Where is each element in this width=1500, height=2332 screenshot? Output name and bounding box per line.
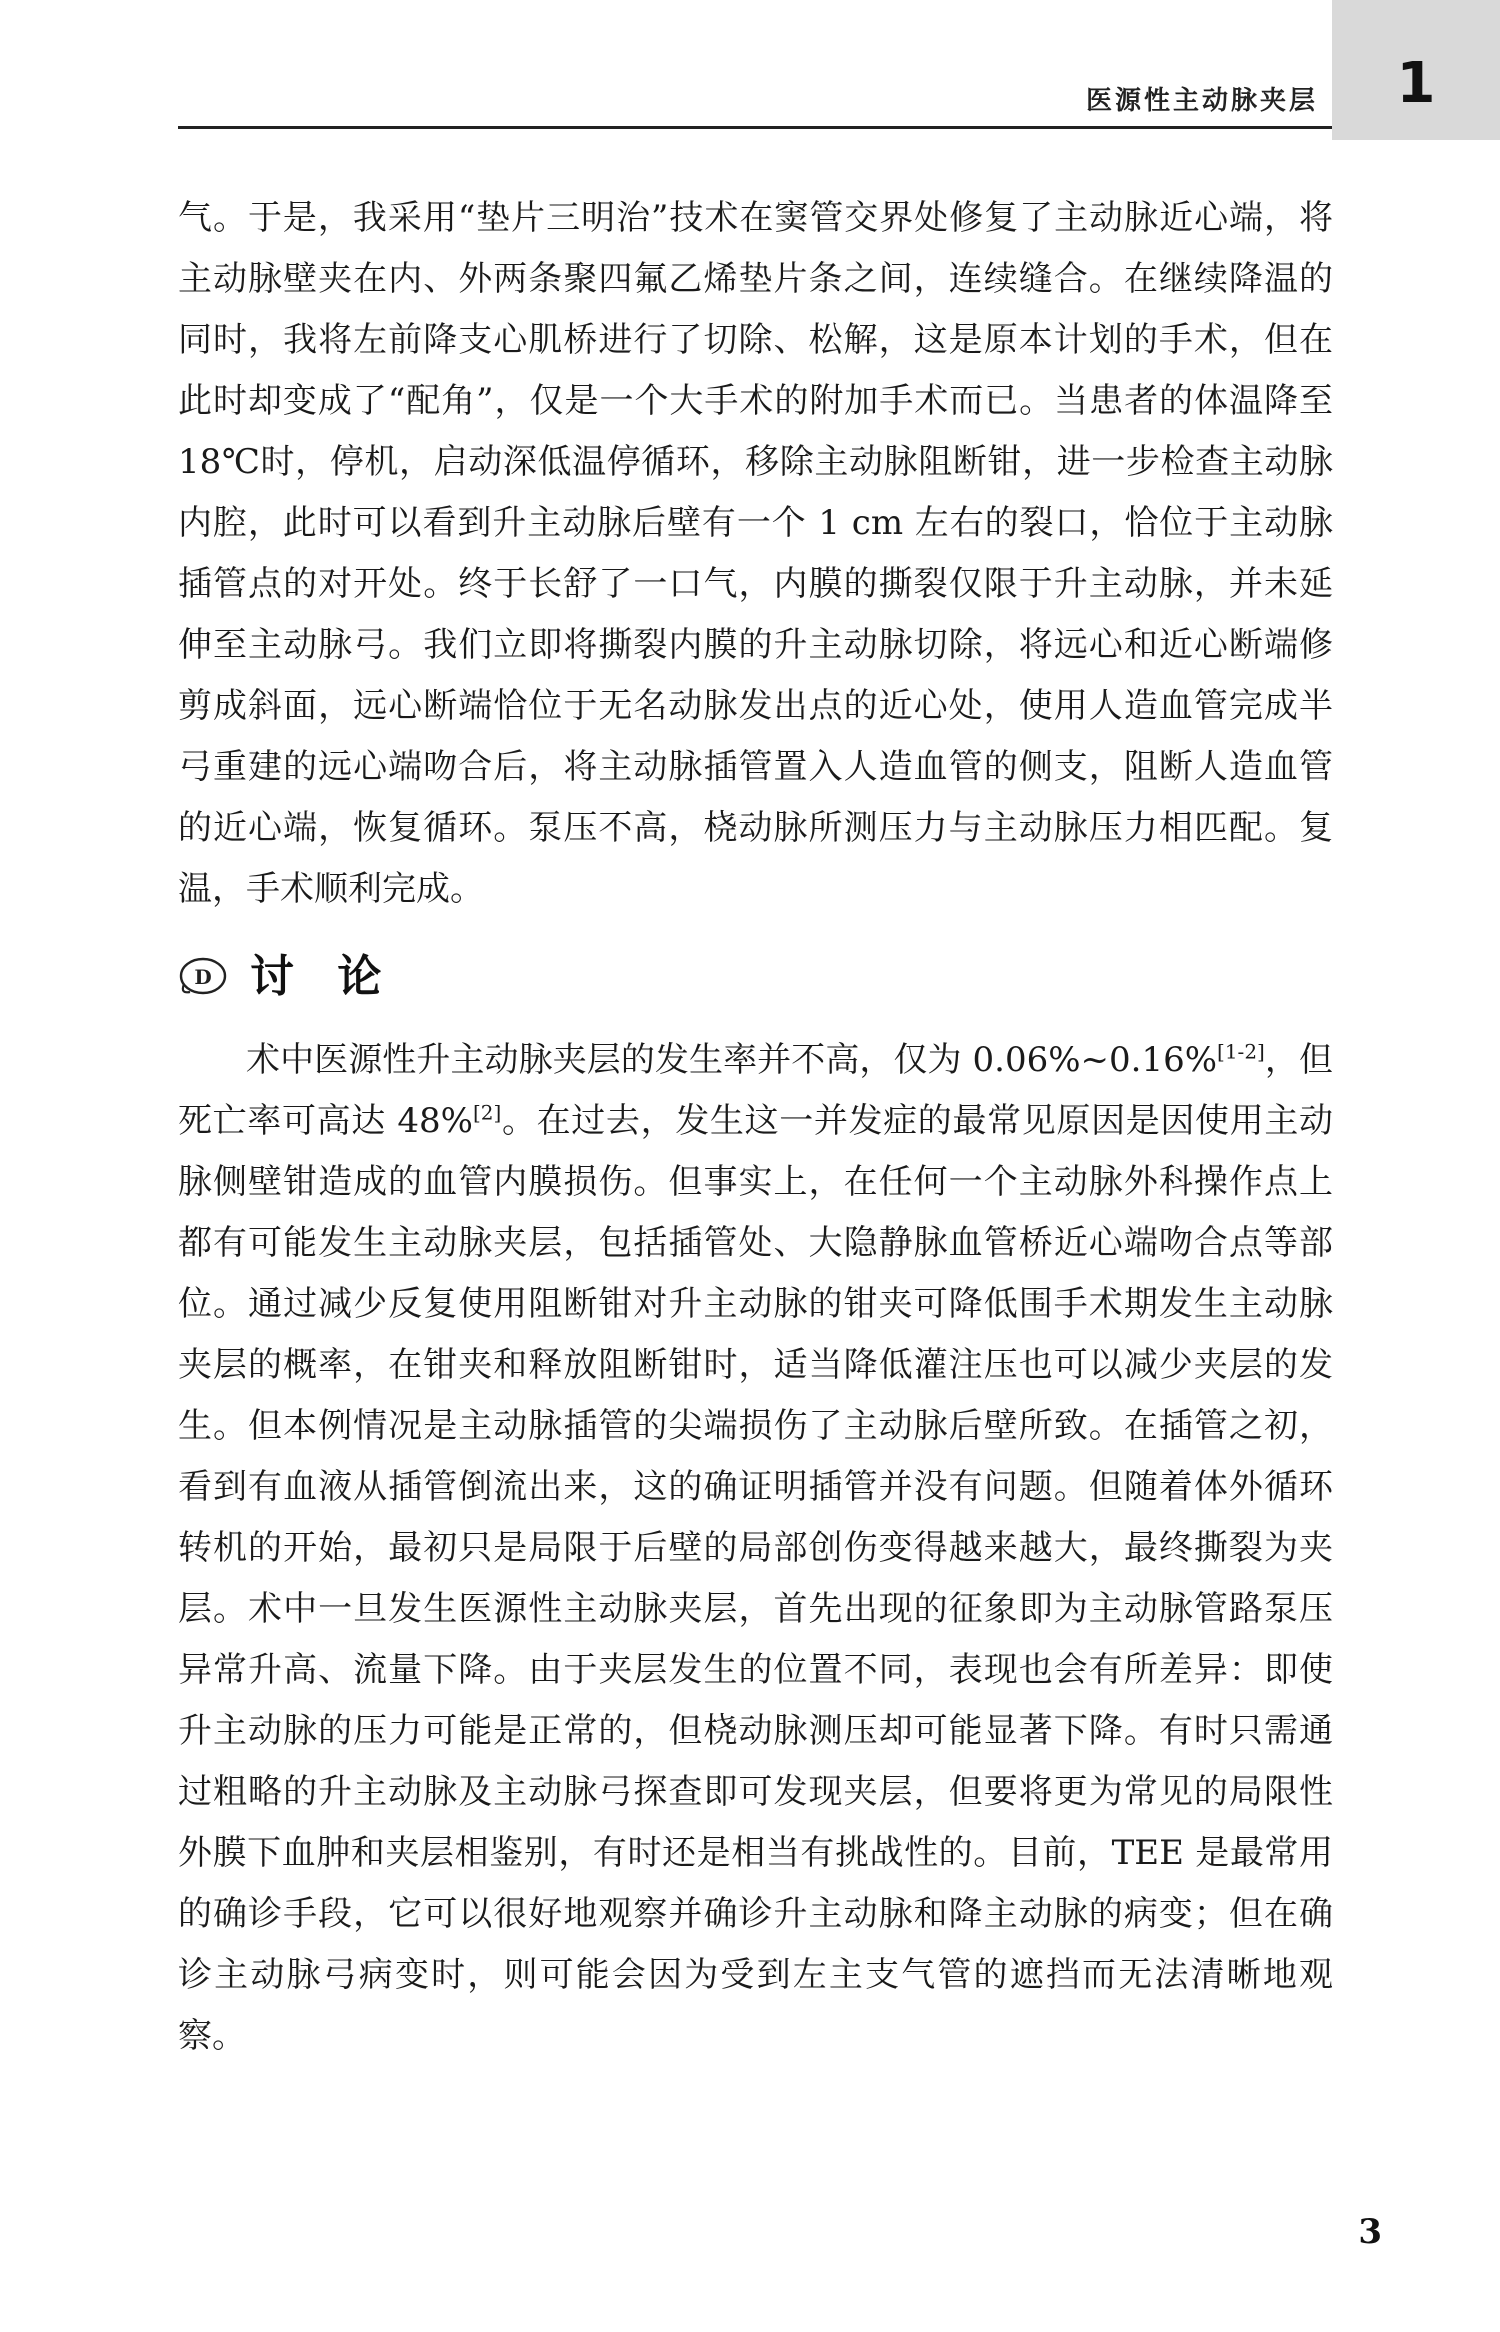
discussion-text-b: ，但死亡率可高达 48%: [178, 1040, 1333, 1141]
page-header: [0, 0, 1500, 140]
page-body: [178, 188, 1333, 2067]
paragraph-discussion: [178, 1030, 1333, 2067]
header-rule: [178, 126, 1332, 129]
page-number: 3: [1358, 2212, 1382, 2252]
chapter-number: 1: [1396, 51, 1436, 116]
discussion-text-a: 术中医源性升主动脉夹层的发生率并不高，仅为 0.06%~0.16%: [246, 1040, 1218, 1080]
citation-ref-2: [2]: [472, 1100, 502, 1125]
paragraph-case-continuation: 气。于是，我采用“垫片三明治”技术在窦管交界处修复了主动脉近心端，将主动脉壁夹在内、外两条聚四氟乙烯垫片条之间，连续缝合。在继续降温的同时，我将左前降支心肌桥进行了切除、松解，这是原本计划的手术，但在此时却变成了“配角”，仅是一个大手术的附加手术而已。当患者的体温降至18℃时，停机，启动深低温停循环，移除主动脉阻断钳，进一步检查主动脉内腔，此时可以看到升主动脉后壁有一个 1 cm 左右的裂口，恰位于主动脉插管点的对开处。终于长舒了一口气，内膜的撕裂仅限于升主动脉，并未延伸至主动脉弓。我们立即将撕裂内膜的升主动脉切除，将远心和近心断端修剪成斜面，远心断端恰位于无名动脉发出点的近心处，使用人造血管完成半弓重建的远心端吻合后，将主动脉插管置入人造血管的侧支，阻断人造血管的近心端，恢复循环。泵压不高，桡动脉所测压力与主动脉压力相匹配。复温，手术顺利完成。: [178, 198, 1333, 909]
section-heading-discussion: [178, 928, 1333, 1024]
running-title: 医源性主动脉夹层: [1085, 86, 1318, 116]
discussion-badge-icon: [178, 954, 228, 998]
chapter-tab: [1332, 0, 1500, 140]
citation-ref-1-2: [1-2]: [1217, 1039, 1265, 1064]
discussion-badge-letter: D: [194, 965, 212, 989]
discussion-text-c: 。在过去，发生这一并发症的最常见原因是因使用主动脉侧壁钳造成的血管内膜损伤。但事实上，在任何一个主动脉外科操作点上都有可能发生主动脉夹层，包括插管处、大隐静脉血管桥近心端吻合点等部位。通过减少反复使用阻断钳对升主动脉的钳夹可降低围手术期发生主动脉夹层的概率，在钳夹和释放阻断钳时，适当降低灌注压也可以减少夹层的发生。但本例情况是主动脉插管的尖端损伤了主动脉后壁所致。在插管之初，看到有血液从插管倒流出来，这的确证明插管并没有问题。但随着体外循环转机的开始，最初只是局限于后壁的局部创伤变得越来越大，最终撕裂为夹层。术中一旦发生医源性主动脉夹层，首先出现的征象即为主动脉管路泵压异常升高、流量下降。由于夹层发生的位置不同，表现也会有所差异：即使升主动脉的压力可能是正常的，但桡动脉测压却可能显著下降。有时只需通过粗略的升主动脉及主动脉弓探查即可发现夹层，但要将更为常见的局限性外膜下血肿和夹层相鉴别，有时还是相当有挑战性的。目前，TEE 是最常用的确诊手段，它可以很好地观察并确诊升主动脉和降主动脉的病变；但在确诊主动脉弓病变时，则可能会因为受到左主支气管的遮挡而无法清晰地观察。: [178, 1101, 1334, 2056]
section-title: 讨 论: [250, 950, 396, 1002]
